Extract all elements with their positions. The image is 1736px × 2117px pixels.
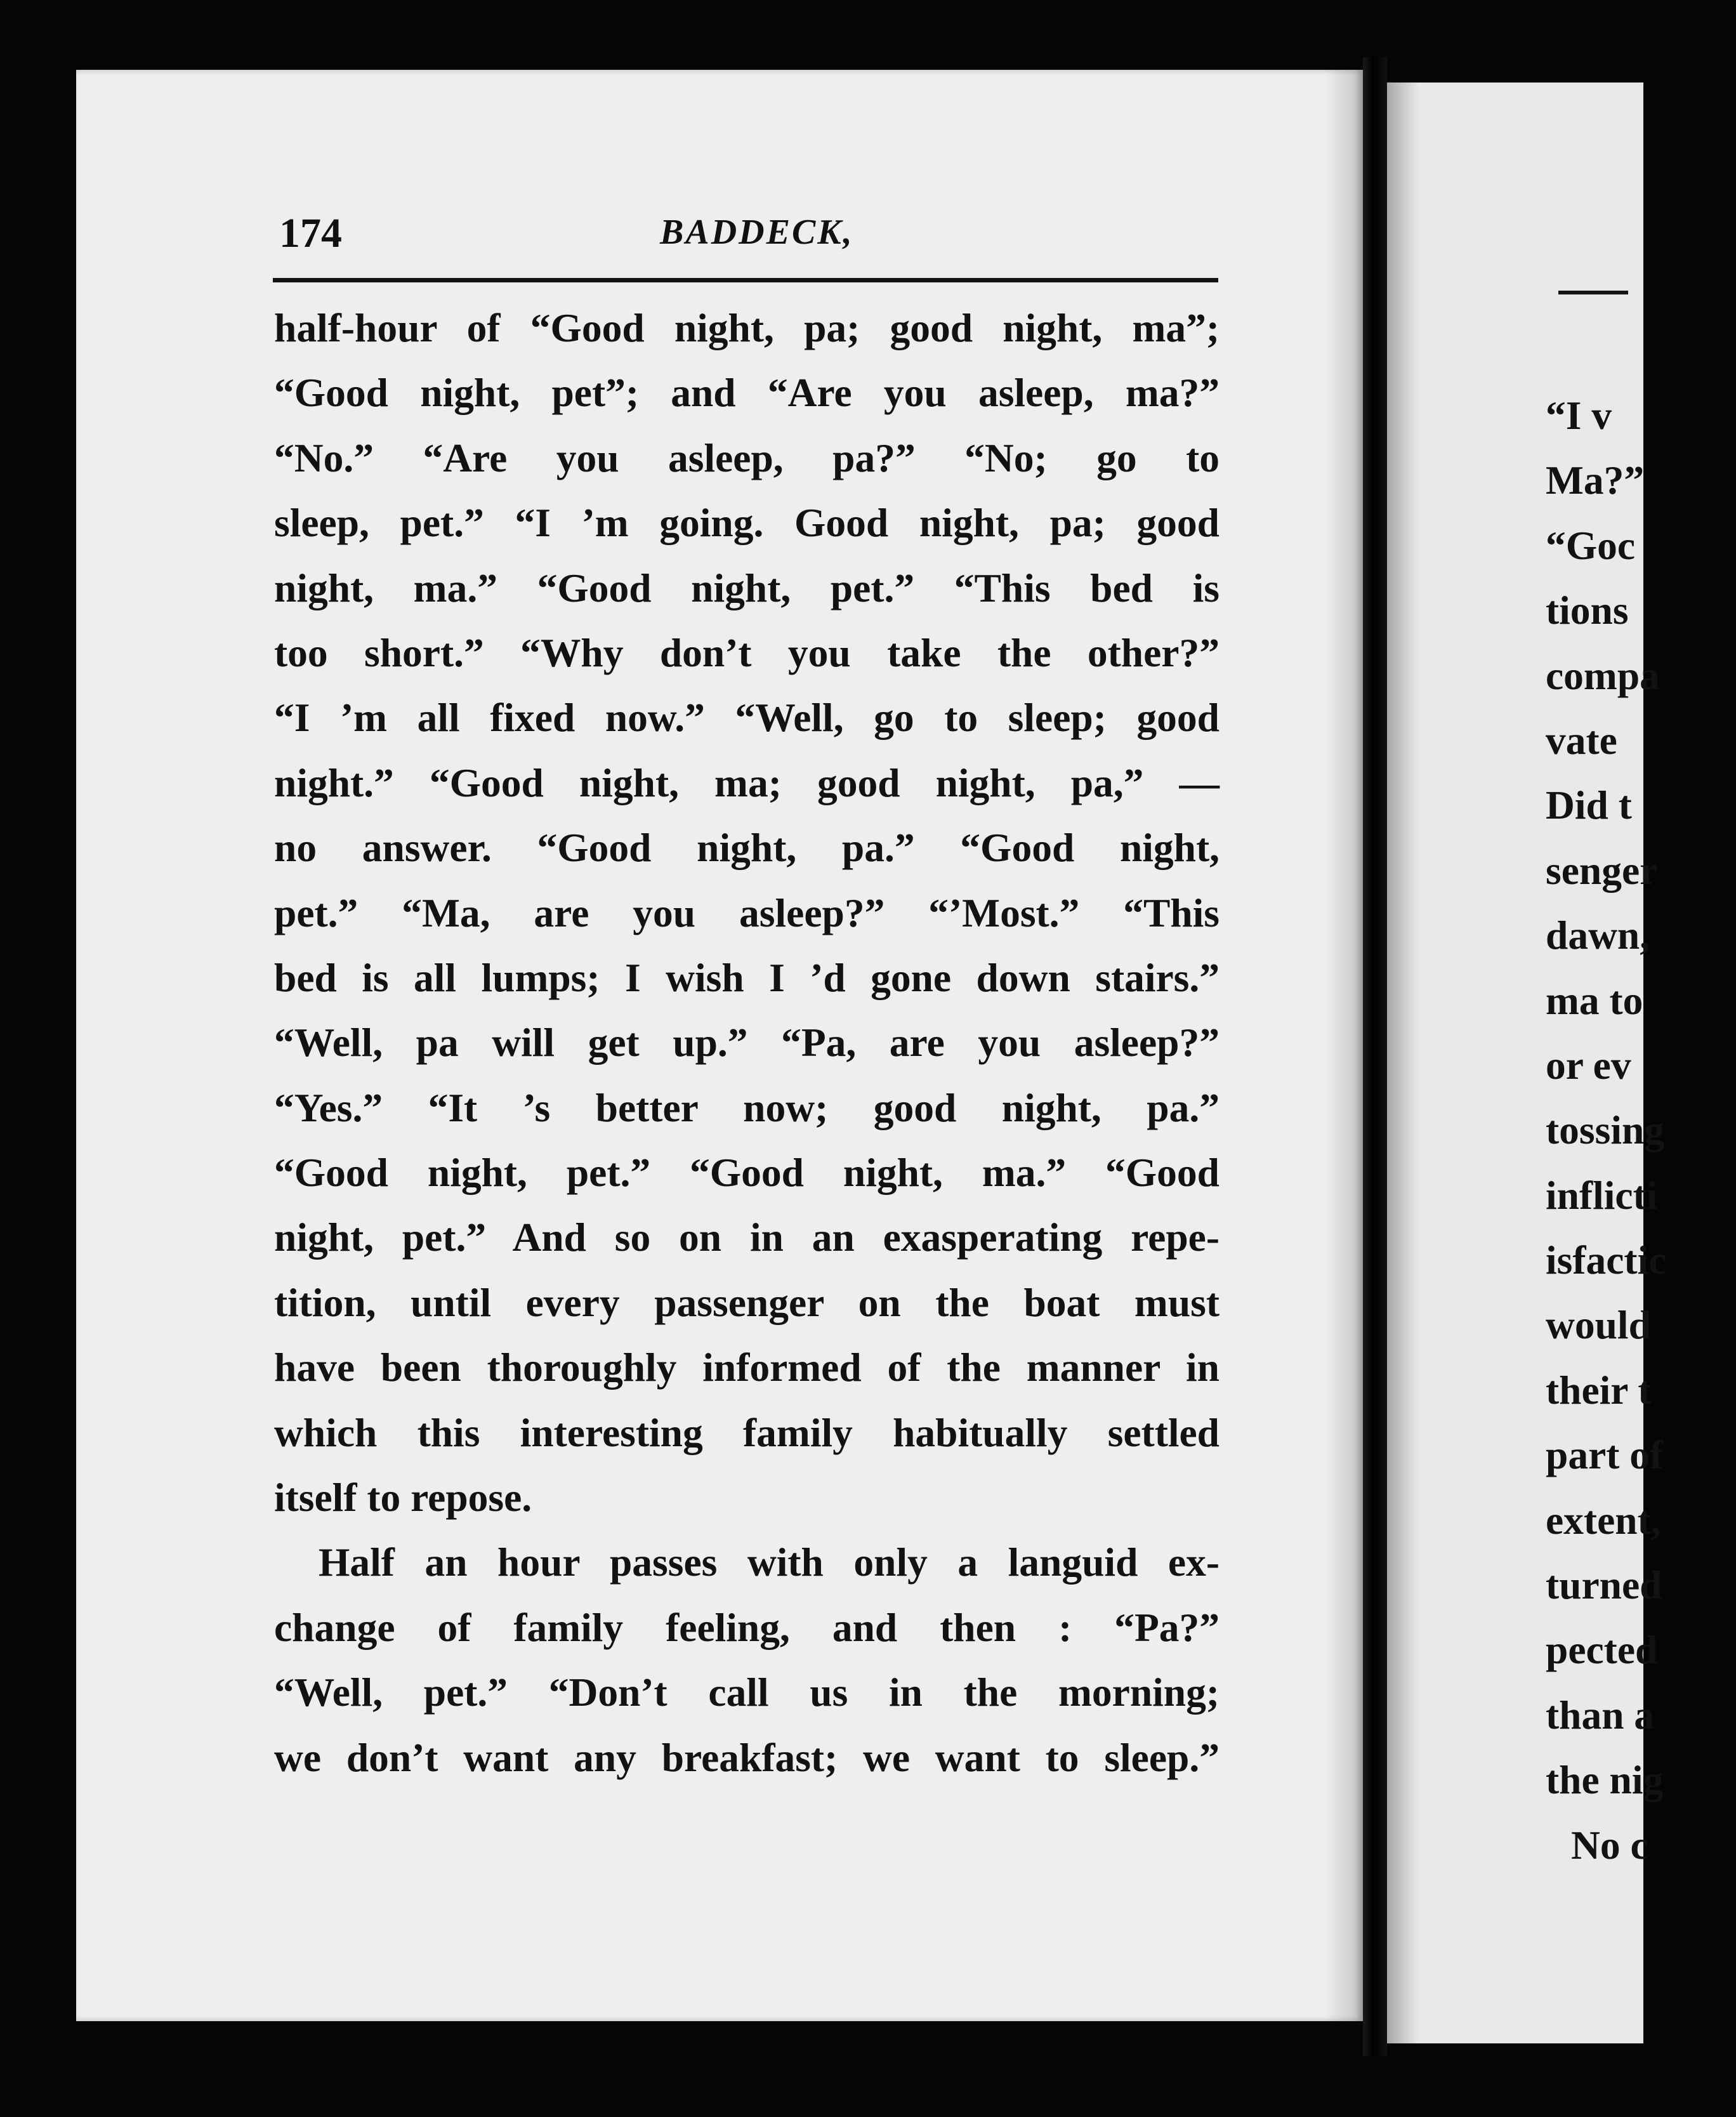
right-page-text <box>1546 383 1736 1878</box>
right-text-line: dawn, <box>1546 913 1650 958</box>
text-line: sleep, pet.” “I ’m going. Good night, pa; good <box>274 500 1220 546</box>
text-line: “Good night, pet.” “Good night, ma.” “Good <box>274 1150 1220 1196</box>
right-text-line: senger <box>1546 847 1658 893</box>
right-text-line: turned <box>1546 1562 1662 1608</box>
text-line: tition, until every passenger on the boat must <box>274 1279 1220 1325</box>
right-text-line: ma to <box>1546 977 1643 1023</box>
text-line: itself to repose. <box>274 1475 532 1520</box>
text-line: pet.” “Ma, are you asleep?” “’Most.” “This <box>274 890 1220 935</box>
right-text-line: isfactic <box>1546 1237 1667 1283</box>
running-head <box>279 203 1218 267</box>
right-text-line: “Goc <box>1546 522 1636 568</box>
text-line: night, ma.” “Good night, pet.” “This bed is <box>274 565 1220 610</box>
text-line: change of family feeling, and then : “Pa?” <box>274 1604 1220 1650</box>
right-text-line: vate <box>1546 717 1617 763</box>
right-text-line: the nig <box>1546 1757 1664 1803</box>
right-text-line: would <box>1546 1302 1651 1348</box>
text-line: night, pet.” And so on in an exasperating repe- <box>274 1215 1220 1260</box>
right-text-line: inflicti <box>1546 1172 1658 1218</box>
right-text-line: No c <box>1571 1822 1648 1868</box>
text-line: night.” “Good night, ma; good night, pa,” — <box>274 760 1220 805</box>
running-title: BADDECK, <box>660 213 854 252</box>
text-line: “Well, pet.” “Don’t call us in the morning; <box>274 1670 1220 1715</box>
body-text <box>274 296 1220 1790</box>
right-text-line: Ma?” <box>1546 458 1645 503</box>
book-gutter <box>1363 57 1387 2056</box>
text-line: half-hour of “Good night, pa; good night, ma”; <box>274 305 1220 350</box>
head-rule <box>273 278 1218 282</box>
right-text-line: part of <box>1546 1432 1664 1478</box>
text-line: Half an hour passes with only a languid ex- <box>319 1540 1220 1585</box>
right-page-head-rule <box>1558 291 1628 294</box>
text-line: too short.” “Why don’t you take the other?” <box>274 630 1220 675</box>
text-line: “Yes.” “It ’s better now; good night, pa.” <box>274 1085 1220 1130</box>
right-text-line: extent, <box>1546 1497 1661 1543</box>
right-text-line: tions <box>1546 588 1629 633</box>
text-line: “Good night, pet”; and “Are you asleep, ma?” <box>274 370 1220 416</box>
text-line: bed is all lumps; I wish I ’d gone down stairs.” <box>274 954 1220 1000</box>
right-text-line: than a <box>1546 1692 1655 1738</box>
text-line: which this interesting family habitually settled <box>274 1409 1220 1455</box>
right-text-line: or ev <box>1546 1042 1631 1088</box>
right-text-line: tossing <box>1546 1107 1665 1153</box>
right-text-line: pected <box>1546 1627 1658 1673</box>
text-line: no answer. “Good night, pa.” “Good night, <box>274 825 1220 871</box>
right-text-line: “I v <box>1546 393 1612 438</box>
right-text-line: their t <box>1546 1367 1652 1413</box>
right-page <box>1387 82 1667 2043</box>
right-text-line: Did t <box>1546 782 1632 828</box>
text-line: we don’t want any breakfast; we want to sleep.” <box>274 1734 1220 1780</box>
page-number: 174 <box>279 210 342 256</box>
right-text-line: compa <box>1546 652 1660 698</box>
text-line: “Well, pa will get up.” “Pa, are you asleep?” <box>274 1020 1220 1065</box>
text-line: “I ’m all fixed now.” “Well, go to sleep; good <box>274 695 1220 741</box>
text-line: “No.” “Are you asleep, pa?” “No; go to <box>274 435 1220 480</box>
text-line: have been thoroughly informed of the manner in <box>274 1345 1220 1390</box>
